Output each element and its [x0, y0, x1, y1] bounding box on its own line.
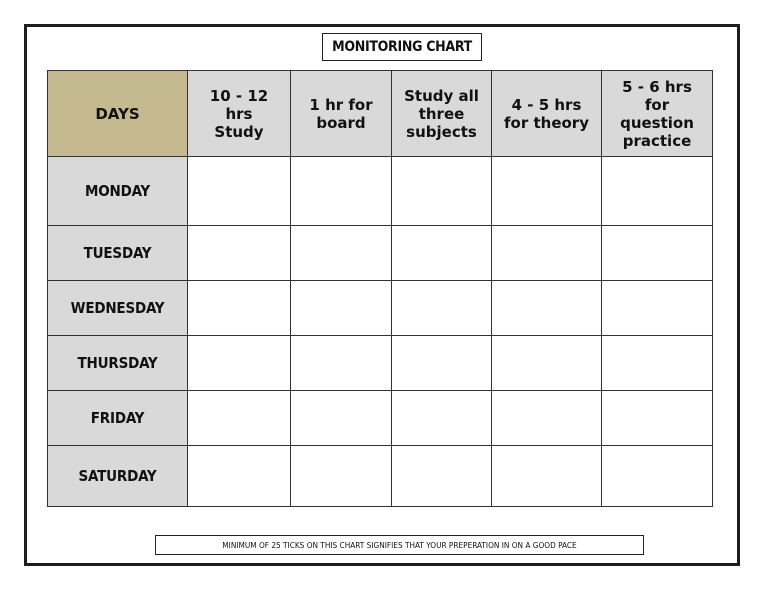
table-row — [48, 281, 713, 336]
column-header: 1 hr for board — [291, 71, 392, 157]
tick-cell[interactable] — [291, 281, 392, 336]
day-label: WEDNESDAY — [48, 281, 188, 336]
chart-title: MONITORING CHART — [322, 33, 482, 61]
tick-cell[interactable] — [602, 157, 713, 226]
header-row — [48, 71, 713, 157]
table-row — [48, 157, 713, 226]
table-row — [48, 446, 713, 507]
tick-cell[interactable] — [188, 157, 291, 226]
tick-cell[interactable] — [291, 391, 392, 446]
tick-cell[interactable] — [392, 226, 492, 281]
tick-cell[interactable] — [492, 281, 602, 336]
tick-cell[interactable] — [392, 446, 492, 507]
tick-cell[interactable] — [188, 391, 291, 446]
table-row — [48, 391, 713, 446]
tick-cell[interactable] — [602, 391, 713, 446]
tick-cell[interactable] — [602, 226, 713, 281]
tick-cell[interactable] — [291, 226, 392, 281]
tick-cell[interactable] — [602, 336, 713, 391]
day-label: FRIDAY — [48, 391, 188, 446]
tick-cell[interactable] — [492, 336, 602, 391]
tick-cell[interactable] — [602, 446, 713, 507]
monitoring-table — [47, 70, 713, 507]
tick-cell[interactable] — [291, 157, 392, 226]
footer-note: MINIMUM OF 25 TICKS ON THIS CHART SIGNIFIES THAT YOUR PREPERATION IN ON A GOOD PACE — [155, 535, 644, 555]
tick-cell[interactable] — [492, 446, 602, 507]
table-row — [48, 226, 713, 281]
day-label: MONDAY — [48, 157, 188, 226]
tick-cell[interactable] — [291, 336, 392, 391]
tick-cell[interactable] — [602, 281, 713, 336]
day-label: TUESDAY — [48, 226, 188, 281]
day-label: SATURDAY — [48, 446, 188, 507]
column-header: 5 - 6 hrs for question practice — [602, 71, 713, 157]
column-header: 10 - 12 hrs Study — [188, 71, 291, 157]
column-header: Study all three subjects — [392, 71, 492, 157]
tick-cell[interactable] — [492, 391, 602, 446]
tick-cell[interactable] — [392, 281, 492, 336]
column-header: 4 - 5 hrs for theory — [492, 71, 602, 157]
days-header: DAYS — [48, 71, 188, 157]
tick-cell[interactable] — [188, 336, 291, 391]
tick-cell[interactable] — [188, 281, 291, 336]
tick-cell[interactable] — [492, 226, 602, 281]
tick-cell[interactable] — [188, 446, 291, 507]
tick-cell[interactable] — [392, 391, 492, 446]
day-label: THURSDAY — [48, 336, 188, 391]
tick-cell[interactable] — [392, 157, 492, 226]
tick-cell[interactable] — [291, 446, 392, 507]
tick-cell[interactable] — [392, 336, 492, 391]
tick-cell[interactable] — [492, 157, 602, 226]
table-row — [48, 336, 713, 391]
tick-cell[interactable] — [188, 226, 291, 281]
